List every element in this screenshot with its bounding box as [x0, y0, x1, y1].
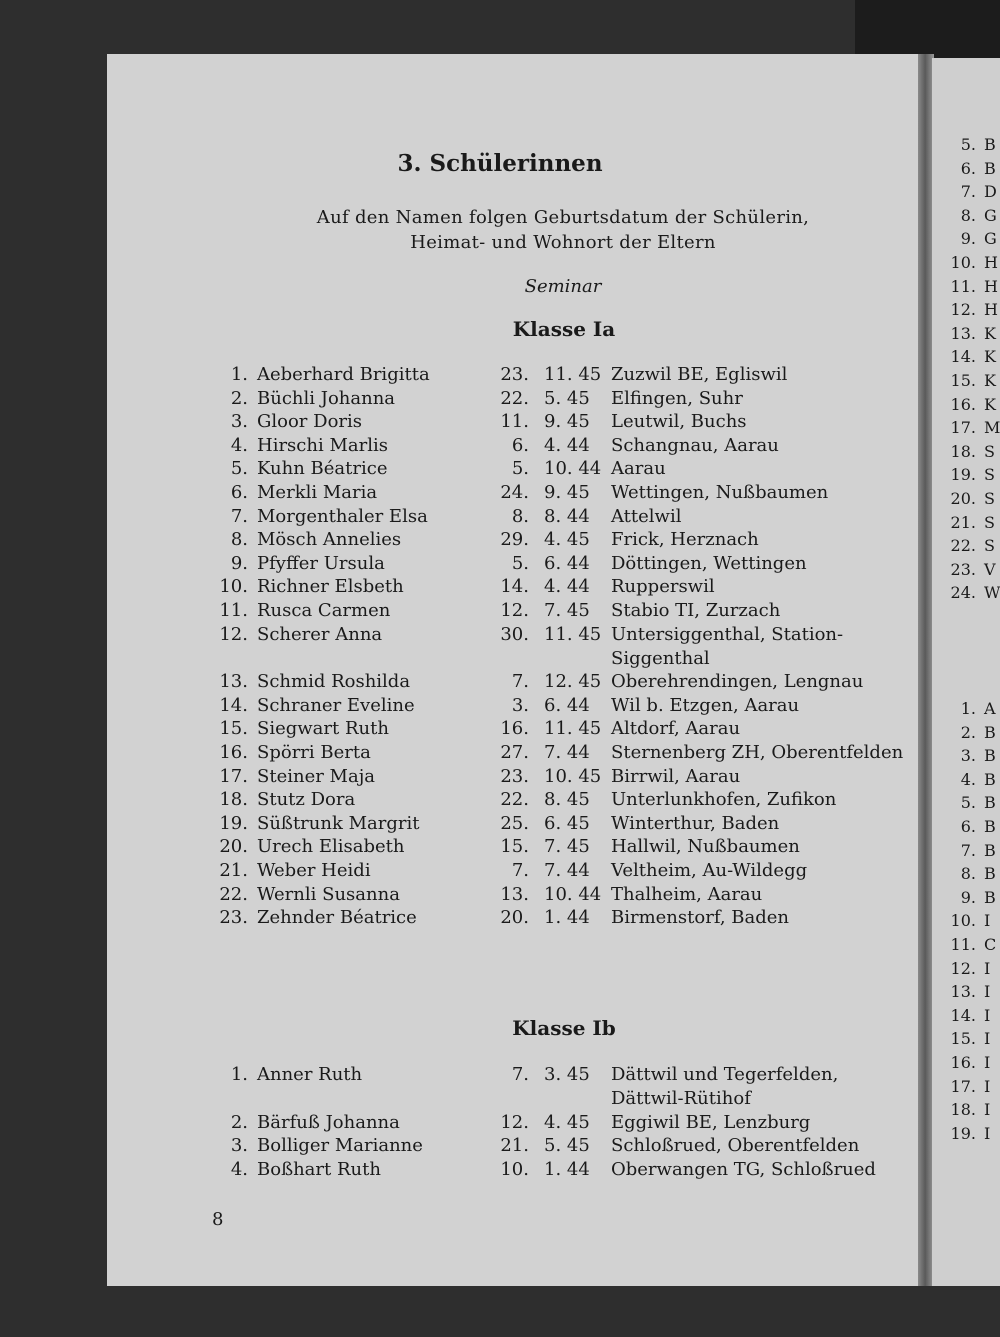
student-name: Steiner Maja: [257, 765, 376, 787]
facing-row-number: 19.: [950, 1123, 976, 1143]
facing-row-number: 16.: [950, 394, 976, 414]
birth-month-year: 10. 44: [544, 458, 602, 480]
student-number: 21.: [219, 859, 248, 881]
student-number: 2.: [230, 387, 248, 409]
facing-row-stub: S: [984, 465, 995, 485]
home-and-residence: Frick, Herznach: [611, 529, 759, 551]
student-number: 6.: [230, 482, 248, 503]
student-row: [0, 1064, 920, 1109]
student-name: Stutz Dora: [257, 789, 356, 811]
student-row: [0, 860, 920, 884]
birth-day: 23.: [500, 364, 529, 385]
student-number: 4.: [230, 1158, 248, 1180]
facing-row-stub: A: [984, 699, 996, 718]
subtitle-line-1: Auf den Namen folgen Geburtsdatum der Schülerin,: [316, 207, 810, 228]
student-row: [0, 742, 920, 766]
birth-month-year: 3. 45: [544, 1064, 590, 1085]
student-number: 11.: [219, 600, 248, 621]
student-row: [0, 884, 920, 908]
birth-day: 25.: [500, 812, 529, 834]
birth-month-year: 4. 45: [544, 1111, 590, 1133]
student-number: 4.: [230, 434, 248, 456]
facing-row-number: 14.: [950, 347, 976, 367]
student-name: Rusca Carmen: [257, 600, 391, 621]
facing-row-number: 5.: [960, 135, 976, 154]
birth-day: 12.: [500, 600, 529, 621]
facing-row-number: 15.: [950, 1029, 976, 1049]
birth-day: 7.: [511, 859, 529, 881]
student-row: [0, 671, 920, 695]
home-and-residence: Schangnau, Aarau: [611, 434, 779, 456]
birth-month-year: 6. 45: [544, 812, 590, 834]
birth-month-year: 10. 44: [544, 883, 602, 905]
home-and-residence: Aarau: [611, 458, 666, 480]
home-and-residence-continued: Dättwil-Rütihof: [611, 1088, 751, 1109]
student-number: 1.: [230, 1064, 248, 1085]
student-number: 16.: [219, 741, 248, 763]
student-row: [0, 364, 920, 388]
birth-month-year: 11. 45: [544, 718, 602, 740]
facing-row-number: 18.: [950, 441, 976, 461]
student-row: [0, 695, 920, 719]
facing-row-stub: S: [984, 441, 995, 461]
home-and-residence: Attelwil: [611, 505, 682, 527]
student-row: [0, 766, 920, 790]
facing-row-number: 8.: [960, 205, 976, 225]
student-number: 18.: [219, 789, 248, 811]
facing-row-stub: I: [984, 1005, 991, 1025]
facing-row-stub: I: [984, 1076, 991, 1096]
facing-row-stub: H: [984, 276, 998, 296]
birth-day: 21.: [500, 1135, 529, 1157]
student-name: Spörri Berta: [257, 741, 371, 763]
home-and-residence: Sternenberg ZH, Oberentfelden: [611, 741, 904, 763]
class-a-heading: Klasse Ia: [512, 317, 616, 341]
facing-row-stub: B: [984, 746, 996, 766]
birth-month-year: 9. 45: [544, 482, 590, 503]
student-row: [0, 1159, 920, 1183]
home-and-residence: Zuzwil BE, Egliswil: [611, 364, 788, 385]
home-and-residence: Winterthur, Baden: [611, 812, 780, 834]
facing-row-stub: B: [984, 158, 996, 178]
home-and-residence: Eggiwil BE, Lenzburg: [611, 1111, 811, 1133]
student-number: 1.: [230, 364, 248, 385]
facing-row-stub: K: [984, 347, 996, 367]
student-name: Scherer Anna: [257, 623, 383, 645]
birth-day: 20.: [500, 907, 529, 929]
birth-day: 22.: [500, 387, 529, 409]
student-row: [0, 718, 920, 742]
birth-month-year: 8. 45: [544, 789, 590, 811]
birth-month-year: 1. 44: [544, 1158, 590, 1180]
facing-row-number: 17.: [950, 418, 976, 438]
student-name: Anner Ruth: [257, 1064, 363, 1085]
student-row: [0, 576, 920, 600]
facing-row-stub: K: [984, 371, 996, 390]
facing-row-stub: B: [984, 135, 996, 154]
facing-row-stub: I: [984, 958, 991, 978]
birth-day: 3.: [511, 694, 529, 716]
home-and-residence: Birrwil, Aarau: [611, 765, 741, 787]
birth-day: 29.: [500, 529, 529, 551]
student-row: [0, 529, 920, 553]
birth-month-year: 7. 45: [544, 600, 590, 621]
student-row: [0, 458, 920, 482]
student-number: 13.: [219, 671, 248, 693]
home-and-residence: Unterlunkhofen, Zufikon: [611, 789, 837, 811]
facing-row-number: 12.: [950, 300, 976, 320]
birth-day: 30.: [500, 623, 529, 645]
student-number: 3.: [230, 1135, 248, 1157]
home-and-residence: Wil b. Etzgen, Aarau: [611, 694, 800, 716]
home-and-residence: Veltheim, Au-Wildegg: [611, 859, 808, 881]
page-number: 8: [212, 1209, 224, 1230]
birth-day: 14.: [500, 576, 529, 598]
student-row: [0, 1112, 920, 1136]
facing-row-number: 11.: [950, 935, 976, 954]
facing-row-number: 9.: [960, 229, 976, 249]
birth-day: 7.: [511, 671, 529, 693]
facing-row-stub: M: [984, 418, 1000, 438]
student-row: [0, 435, 920, 459]
home-and-residence: Elfingen, Suhr: [611, 387, 743, 409]
student-row: [0, 789, 920, 813]
student-row: [0, 813, 920, 837]
facing-row-stub: I: [984, 1100, 991, 1120]
student-number: 7.: [230, 505, 248, 527]
facing-row-stub: B: [984, 769, 996, 789]
home-and-residence: Rupperswil: [611, 576, 715, 598]
facing-row-stub: B: [984, 887, 996, 907]
facing-row-number: 12.: [950, 958, 976, 978]
birth-month-year: 6. 44: [544, 694, 590, 716]
facing-row-number: 6.: [960, 158, 976, 178]
student-name: Mösch Annelies: [257, 529, 402, 551]
facing-row-stub: V: [984, 559, 996, 579]
page-title: 3. Schülerinnen: [397, 150, 603, 177]
birth-month-year: 4. 45: [544, 529, 590, 551]
birth-month-year: 11. 45: [544, 364, 602, 385]
birth-month-year: 10. 45: [544, 765, 602, 787]
facing-row-number: 17.: [950, 1076, 976, 1096]
facing-row-stub: G: [984, 205, 997, 225]
class-b-heading: Klasse Ib: [512, 1016, 616, 1040]
student-number: 17.: [219, 765, 248, 787]
facing-row-number: 5.: [960, 793, 976, 813]
facing-row-stub: I: [984, 982, 991, 1002]
student-row: [0, 600, 920, 624]
student-number: 9.: [230, 552, 248, 574]
facing-row-number: 10.: [950, 253, 976, 272]
birth-month-year: 6. 44: [544, 552, 590, 574]
student-name: Kuhn Béatrice: [257, 458, 388, 480]
facing-row-stub: G: [984, 229, 997, 249]
student-name: Schraner Eveline: [257, 694, 415, 716]
student-name: Schmid Roshilda: [257, 671, 411, 693]
home-and-residence: Leutwil, Buchs: [611, 411, 747, 433]
facing-row-number: 8.: [960, 864, 976, 884]
facing-row-number: 6.: [960, 817, 976, 836]
facing-row-number: 23.: [950, 559, 976, 579]
facing-row-number: 7.: [960, 840, 976, 860]
facing-row-number: 7.: [960, 182, 976, 202]
birth-day: 22.: [500, 789, 529, 811]
student-number: 2.: [230, 1111, 248, 1133]
home-and-residence-continued: Siggenthal: [611, 647, 710, 669]
birth-day: 8.: [511, 505, 529, 527]
student-name: Weber Heidi: [257, 859, 371, 881]
student-row: [0, 411, 920, 435]
facing-row-number: 19.: [950, 465, 976, 485]
home-and-residence: Thalheim, Aarau: [611, 883, 763, 905]
birth-month-year: 11. 45: [544, 623, 602, 645]
subtitle-line-2: Heimat- und Wohnort der Eltern: [410, 232, 716, 253]
student-name: Gloor Doris: [257, 411, 363, 433]
facing-row-stub: H: [984, 253, 998, 272]
birth-day: 7.: [511, 1064, 529, 1085]
facing-row-stub: K: [984, 323, 996, 343]
birth-day: 23.: [500, 765, 529, 787]
student-name: Boßhart Ruth: [257, 1158, 381, 1180]
student-number: 5.: [230, 458, 248, 480]
student-number: 20.: [219, 836, 248, 858]
birth-month-year: 7. 44: [544, 741, 590, 763]
facing-row-stub: B: [984, 840, 996, 860]
home-and-residence: Untersiggenthal, Station-: [611, 623, 844, 645]
birth-day: 15.: [500, 836, 529, 858]
section-label: Seminar: [524, 276, 602, 297]
student-name: Süßtrunk Margrit: [257, 812, 420, 834]
birth-day: 24.: [500, 482, 529, 503]
student-name: Urech Elisabeth: [257, 836, 405, 858]
facing-row-stub: B: [984, 722, 996, 742]
student-name: Pfyffer Ursula: [257, 552, 385, 574]
birth-day: 16.: [500, 718, 529, 740]
facing-row-stub: I: [984, 1029, 991, 1049]
facing-row-number: 13.: [950, 323, 976, 343]
facing-row-number: 1.: [960, 699, 976, 718]
student-row: [0, 836, 920, 860]
facing-row-stub: B: [984, 793, 996, 813]
birth-day: 5.: [511, 552, 529, 574]
facing-row-number: 14.: [950, 1005, 976, 1025]
birth-day: 10.: [500, 1158, 529, 1180]
student-name: Morgenthaler Elsa: [257, 505, 428, 527]
facing-row-stub: I: [984, 911, 991, 931]
student-row: [0, 1135, 920, 1159]
birth-month-year: 7. 45: [544, 836, 590, 858]
student-name: Merkli Maria: [257, 482, 378, 503]
birth-day: 27.: [500, 741, 529, 763]
student-number: 10.: [219, 576, 248, 598]
student-number: 12.: [219, 623, 248, 645]
home-and-residence: Schloßrued, Oberentfelden: [611, 1135, 860, 1157]
home-and-residence: Dättwil und Tegerfelden,: [611, 1064, 839, 1085]
birth-month-year: 5. 45: [544, 387, 590, 409]
student-row: [0, 907, 920, 931]
facing-row-number: 4.: [960, 769, 976, 789]
facing-row-stub: S: [984, 512, 995, 532]
facing-row-number: 16.: [950, 1053, 976, 1072]
student-number: 22.: [219, 883, 248, 905]
birth-month-year: 8. 44: [544, 505, 590, 527]
student-row: [0, 482, 920, 506]
facing-row-stub: K: [984, 394, 996, 414]
facing-row-number: 22.: [950, 536, 976, 556]
facing-row-number: 9.: [960, 887, 976, 907]
student-name: Aeberhard Brigitta: [257, 364, 430, 385]
student-name: Bärfuß Johanna: [257, 1111, 400, 1133]
birth-day: 12.: [500, 1111, 529, 1133]
birth-month-year: 4. 44: [544, 576, 590, 598]
birth-month-year: 7. 44: [544, 859, 590, 881]
student-number: 8.: [230, 529, 248, 551]
student-name: Bolliger Marianne: [257, 1135, 423, 1157]
facing-row-stub: D: [984, 182, 997, 202]
facing-row-stub: B: [984, 864, 996, 884]
student-name: Büchli Johanna: [257, 387, 396, 409]
home-and-residence: Oberehrendingen, Lengnau: [611, 671, 864, 693]
facing-row-stub: S: [984, 536, 995, 556]
home-and-residence: Oberwangen TG, Schloßrued: [611, 1158, 876, 1180]
facing-row-number: 21.: [950, 512, 976, 532]
birth-day: 5.: [511, 458, 529, 480]
student-name: Richner Elsbeth: [257, 576, 404, 598]
facing-row-stub: C: [984, 935, 997, 954]
facing-row-stub: I: [984, 1123, 991, 1143]
student-number: 23.: [219, 907, 248, 929]
home-and-residence: Altdorf, Aarau: [611, 718, 741, 740]
home-and-residence: Hallwil, Nußbaumen: [611, 836, 800, 858]
facing-row-number: 20.: [950, 489, 976, 508]
student-name: Siegwart Ruth: [257, 718, 389, 740]
home-and-residence: Stabio TI, Zurzach: [611, 600, 781, 621]
student-number: 3.: [230, 411, 248, 433]
birth-month-year: 1. 44: [544, 907, 590, 929]
facing-row-stub: S: [984, 489, 995, 508]
facing-row-number: 3.: [960, 746, 976, 766]
facing-row-stub: H: [984, 300, 998, 320]
home-and-residence: Birmenstorf, Baden: [611, 907, 790, 929]
birth-month-year: 4. 44: [544, 434, 590, 456]
student-name: Hirschi Marlis: [257, 434, 388, 456]
facing-row-number: 15.: [950, 371, 976, 390]
student-number: 14.: [219, 694, 248, 716]
scan-background: [855, 0, 1000, 60]
home-and-residence: Döttingen, Wettingen: [611, 552, 807, 574]
birth-day: 6.: [511, 434, 529, 456]
birth-day: 13.: [500, 883, 529, 905]
student-row: [0, 623, 920, 669]
birth-month-year: 5. 45: [544, 1135, 590, 1157]
student-row: [0, 506, 920, 530]
facing-row-stub: I: [984, 1053, 991, 1072]
birth-month-year: 9. 45: [544, 411, 590, 433]
facing-row-number: 13.: [950, 982, 976, 1002]
student-name: Zehnder Béatrice: [257, 907, 417, 929]
student-row: [0, 388, 920, 412]
facing-row-number: 11.: [950, 276, 976, 296]
student-name: Wernli Susanna: [257, 883, 400, 905]
facing-row-number: 2.: [960, 722, 976, 742]
birth-day: 11.: [500, 411, 529, 433]
facing-row-stub: W: [984, 583, 1000, 603]
student-number: 15.: [219, 718, 248, 740]
facing-row-number: 10.: [950, 911, 976, 931]
student-row: [0, 553, 920, 577]
facing-row-number: 18.: [950, 1100, 976, 1120]
home-and-residence: Wettingen, Nußbaumen: [611, 482, 829, 503]
facing-row-number: 24.: [950, 583, 976, 603]
birth-month-year: 12. 45: [544, 671, 602, 693]
facing-row-stub: B: [984, 817, 996, 836]
student-number: 19.: [219, 812, 248, 834]
